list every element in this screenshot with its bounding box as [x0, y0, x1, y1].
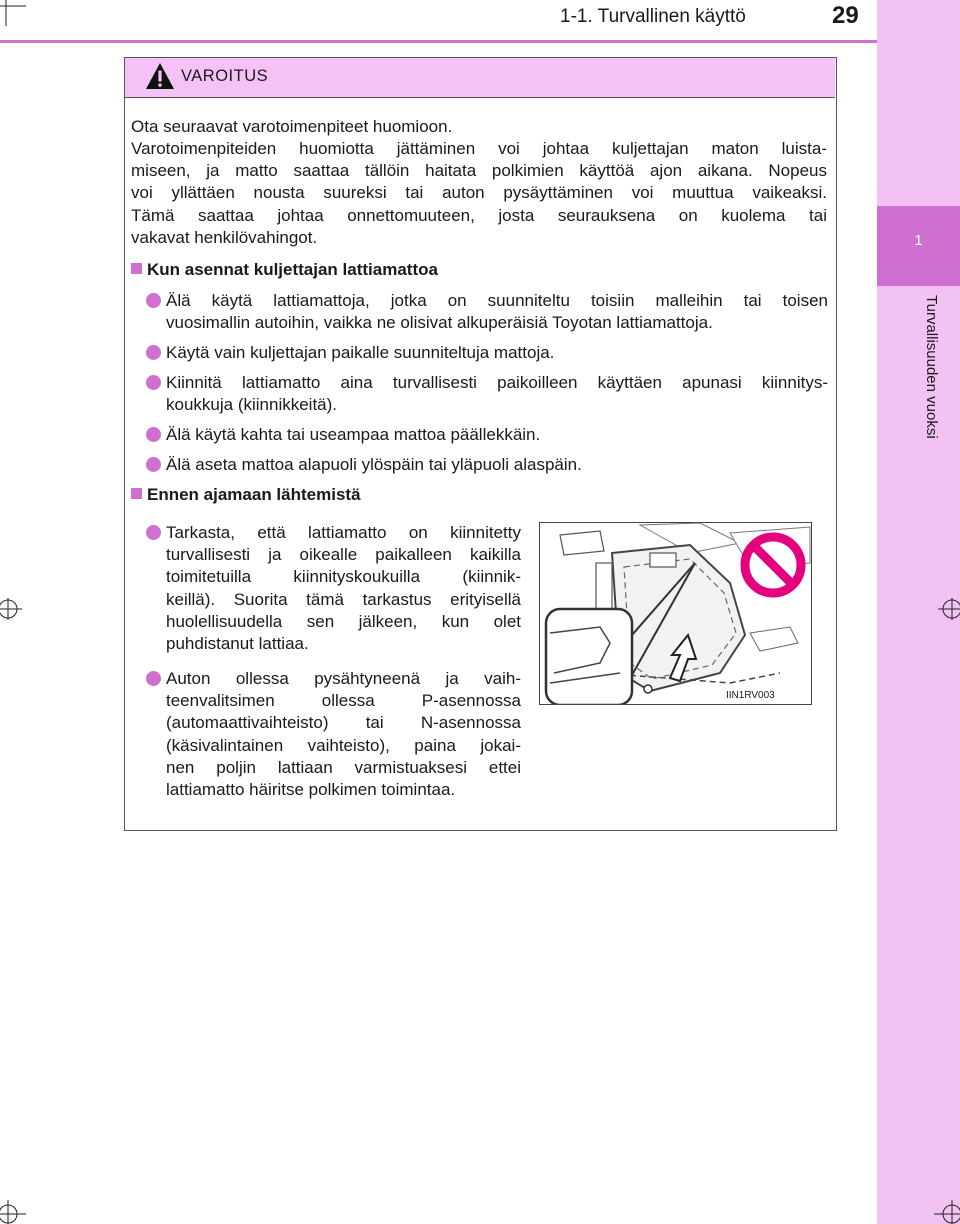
header-rule: [0, 40, 877, 43]
warning-title: VAROITUS: [181, 67, 269, 85]
circle-bullet-icon: [146, 375, 161, 390]
square-bullet-icon: [131, 488, 142, 499]
crop-mark-right: [934, 596, 960, 622]
warning-triangle-icon: [145, 62, 175, 90]
figure-code: IIN1RV003: [726, 690, 775, 701]
intro-line-6: vakavat henkilövahingot.: [131, 228, 318, 247]
list-item: Tarkasta, että lattiamatto on kiinnitetty turvallisesti ja oikealle paikalleen kaikilla toimitetuilla kiinnityskoukuilla (kiinnik- keillä). Suorita tämä tarkastus erityisellä huolellisuudella sen jälkeen, kun olet puhdistanut lattiaa.: [146, 522, 521, 658]
warning-header: [125, 58, 835, 98]
list-item: Auton ollessa pysähtyneenä ja vaih- teenvalitsimen ollessa P-asennossa (automaattivaihteisto) tai N-asennossa (käsivalintainen vaihteisto), paina jokai- nen poljin lattiaan varmistuaksesi ettei lattiamatto häiritse polkimen toimintaa.: [146, 668, 521, 804]
prohibition-icon: [739, 531, 807, 599]
list-item: Älä käytä lattiamattoja, jotka on suunniteltu toisiin malleihin tai toisen vuosimallin autoihin, vaikka ne olisivat alkuperäisiä Toyotan lattiamattoja.: [146, 290, 828, 336]
intro-line-4: voi yllättäen nousta suureksi tai auton pysäyttäminen voi muuttua vaikeaksi.: [131, 183, 827, 202]
circle-bullet-icon: [146, 345, 161, 360]
intro-line-1: Ota seuraavat varotoimenpiteet huomioon.: [131, 117, 453, 136]
crop-mark-bottom-left: [0, 1196, 30, 1224]
crop-mark-bottom-right: [930, 1196, 960, 1224]
crop-mark-left: [0, 596, 26, 622]
intro-line-5: Tämä saattaa johtaa onnettomuuteen, josta seurauksena on kuolema tai: [131, 206, 827, 225]
floor-mat-illustration: [539, 522, 812, 705]
chapter-tab-label-wrap: [918, 295, 938, 495]
list-item: Käytä vain kuljettajan paikalle suunniteltuja mattoja.: [146, 342, 828, 366]
intro-line-2: Varotoimenpiteiden huomiotta jättäminen voi johtaa kuljettajan maton luista-: [131, 139, 827, 158]
header-section-title: 1-1. Turvallinen käyttö: [560, 6, 746, 27]
chapter-tab-number: 1: [914, 232, 923, 249]
list-item: Älä aseta mattoa alapuoli ylöspäin tai yläpuoli alaspäin.: [146, 454, 828, 478]
chapter-tab-label: Turvallisuuden vuoksi: [923, 295, 940, 439]
circle-bullet-icon: [146, 671, 161, 686]
list-item: Kiinnitä lattiamatto aina turvallisesti paikoilleen käyttäen apunasi kiinnitys- koukkuja (kiinnikkeitä).: [146, 372, 828, 418]
crop-mark-top-left: [0, 0, 30, 30]
circle-bullet-icon: [146, 427, 161, 442]
list-item: Älä käytä kahta tai useampaa mattoa päällekkäin.: [146, 424, 828, 448]
circle-bullet-icon: [146, 525, 161, 540]
intro-line-3: miseen, ja matto saattaa tällöin haitata polkimien käyttöä ajon aikana. Nopeus: [131, 161, 827, 180]
page-number: 29: [832, 2, 859, 29]
circle-bullet-icon: [146, 293, 161, 308]
square-bullet-icon: [131, 263, 142, 274]
circle-bullet-icon: [146, 457, 161, 472]
section-heading-install: Kun asennat kuljettajan lattiamattoa: [131, 260, 438, 280]
section-heading-before-driving: Ennen ajamaan lähtemistä: [131, 485, 361, 505]
